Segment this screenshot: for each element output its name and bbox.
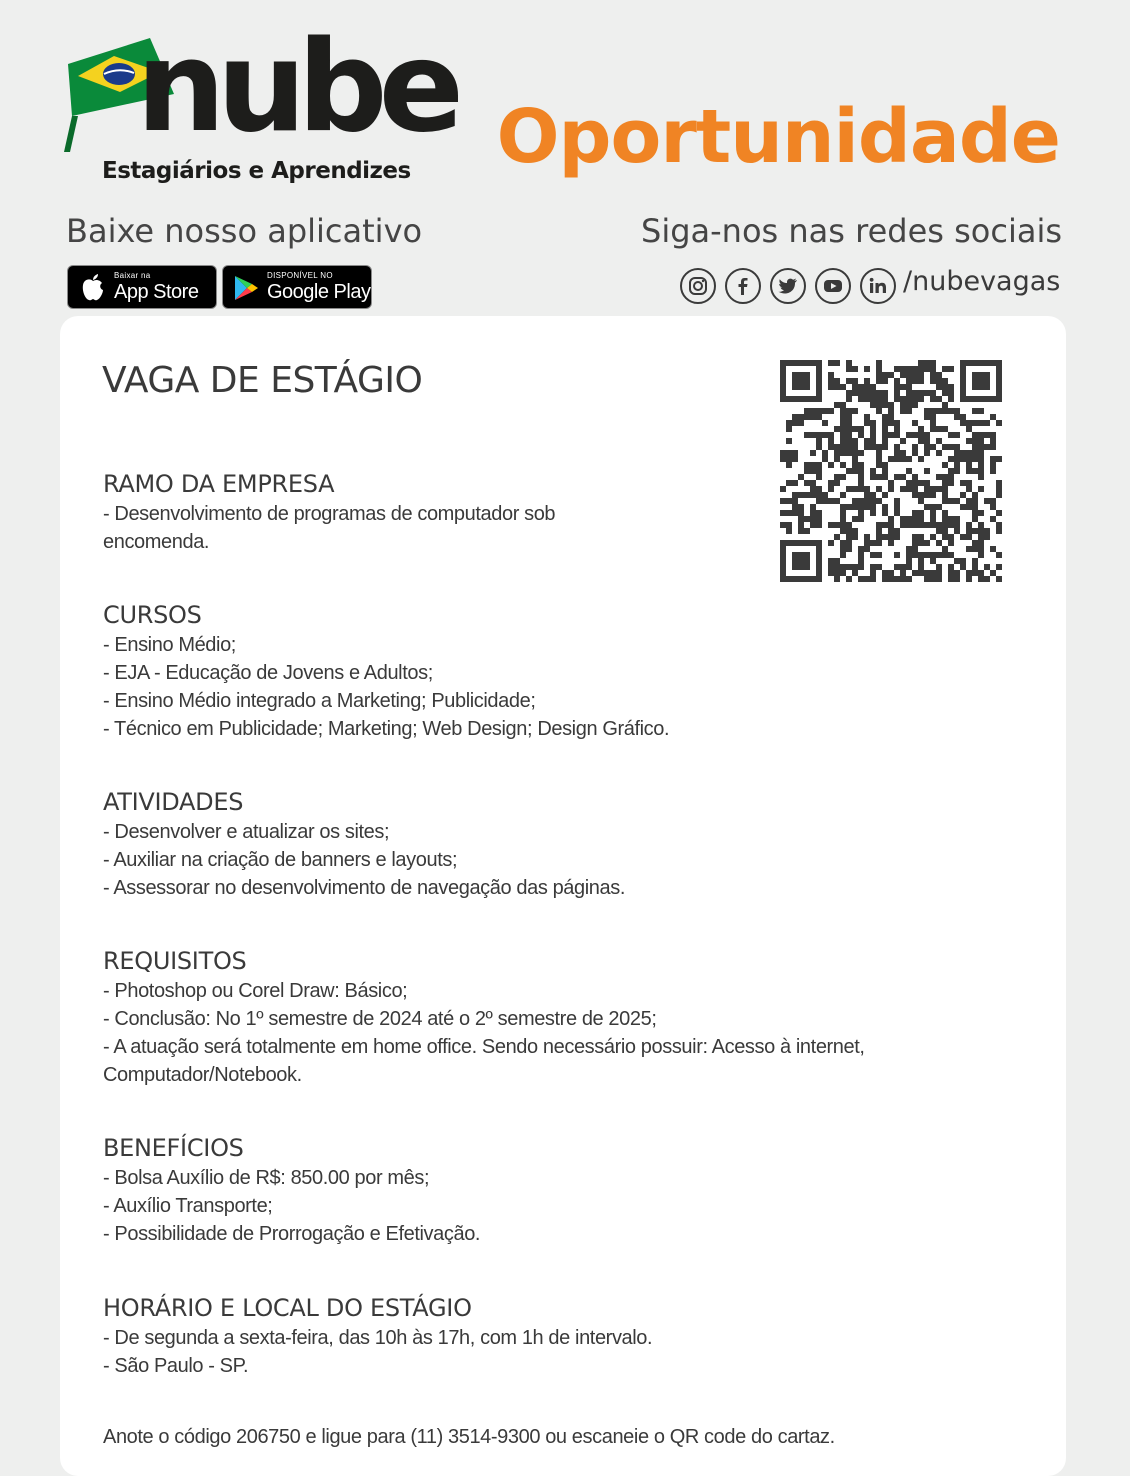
section-heading: RAMO DA EMPRESA xyxy=(103,470,335,498)
facebook-icon[interactable] xyxy=(725,268,761,304)
list-item: Computador/Notebook. xyxy=(103,1064,302,1086)
list-item: - Auxiliar na criação de banners e layouts; xyxy=(103,849,458,871)
qr-code[interactable] xyxy=(780,360,1002,582)
section-beneficios xyxy=(103,1134,480,1248)
apple-icon xyxy=(80,273,106,303)
list-item: encomenda. xyxy=(103,531,210,553)
headline: Oportunidade xyxy=(496,94,1060,180)
list-item: - São Paulo - SP. xyxy=(103,1355,249,1377)
section-heading: REQUISITOS xyxy=(103,947,247,975)
google-play-small-label: DISPONÍVEL NO xyxy=(267,271,333,280)
list-item: - Possibilidade de Prorrogação e Efetivação. xyxy=(103,1223,481,1245)
list-item: - Ensino Médio integrado a Marketing; Publicidade; xyxy=(103,690,536,712)
list-item: - Desenvolvimento de programas de computador sob xyxy=(103,503,556,525)
section-heading: BENEFÍCIOS xyxy=(103,1134,244,1162)
job-title: VAGA DE ESTÁGIO xyxy=(102,360,423,401)
list-item: - Photoshop ou Corel Draw: Básico; xyxy=(103,980,408,1002)
nube-logo xyxy=(62,13,456,194)
list-item: - Técnico em Publicidade; Marketing; Web Design; Design Gráfico. xyxy=(103,718,670,740)
list-item: - Bolsa Auxílio de R$: 850.00 por mês; xyxy=(103,1167,430,1189)
twitter-icon[interactable] xyxy=(770,268,806,304)
section-atividades xyxy=(103,788,625,902)
app-store-small-label: Baixar na xyxy=(114,271,151,280)
linkedin-icon[interactable] xyxy=(860,268,896,304)
list-item: - Conclusão: No 1º semestre de 2024 até o 2º semestre de 2025; xyxy=(103,1008,657,1030)
list-item: - EJA - Educação de Jovens e Adultos; xyxy=(103,662,433,684)
app-store-badge[interactable] xyxy=(67,265,217,309)
job-card xyxy=(60,316,1066,1476)
social-handle[interactable]: /nubevagas xyxy=(903,266,1061,297)
instagram-icon[interactable] xyxy=(680,268,716,304)
section-heading: ATIVIDADES xyxy=(103,788,244,816)
section-heading: HORÁRIO E LOCAL DO ESTÁGIO xyxy=(103,1294,472,1322)
section-cursos xyxy=(103,601,669,743)
contact-note: Anote o código 206750 e ligue para (11) 3514-9300 ou escaneie o QR code do cartaz. xyxy=(103,1426,835,1448)
section-ramo-da-empresa xyxy=(103,470,555,556)
section-heading: CURSOS xyxy=(103,601,202,629)
app-download-label: Baixe nosso aplicativo xyxy=(66,212,423,250)
section-requisitos xyxy=(103,947,865,1089)
google-play-label: Google Play xyxy=(267,281,371,303)
list-item: - Ensino Médio; xyxy=(103,634,236,656)
list-item: - Desenvolver e atualizar os sites; xyxy=(103,821,390,843)
youtube-icon[interactable] xyxy=(815,268,851,304)
app-store-label: App Store xyxy=(114,281,199,303)
google-play-icon xyxy=(232,274,260,302)
section-horario-e-local xyxy=(103,1294,652,1380)
list-item: - Auxílio Transporte; xyxy=(103,1195,273,1217)
list-item: - A atuação será totalmente em home office. Sendo necessário possuir: Acesso à internet, xyxy=(103,1036,865,1058)
list-item: - De segunda a sexta-feira, das 10h às 17h, com 1h de intervalo. xyxy=(103,1327,653,1349)
google-play-badge[interactable] xyxy=(222,265,372,309)
social-follow-label: Siga-nos nas redes sociais xyxy=(641,212,1062,250)
logo-tagline: Estagiários e Aprendizes xyxy=(102,158,411,184)
logo-wordmark: nube xyxy=(136,13,456,160)
list-item: - Assessorar no desenvolvimento de navegação das páginas. xyxy=(103,877,625,899)
